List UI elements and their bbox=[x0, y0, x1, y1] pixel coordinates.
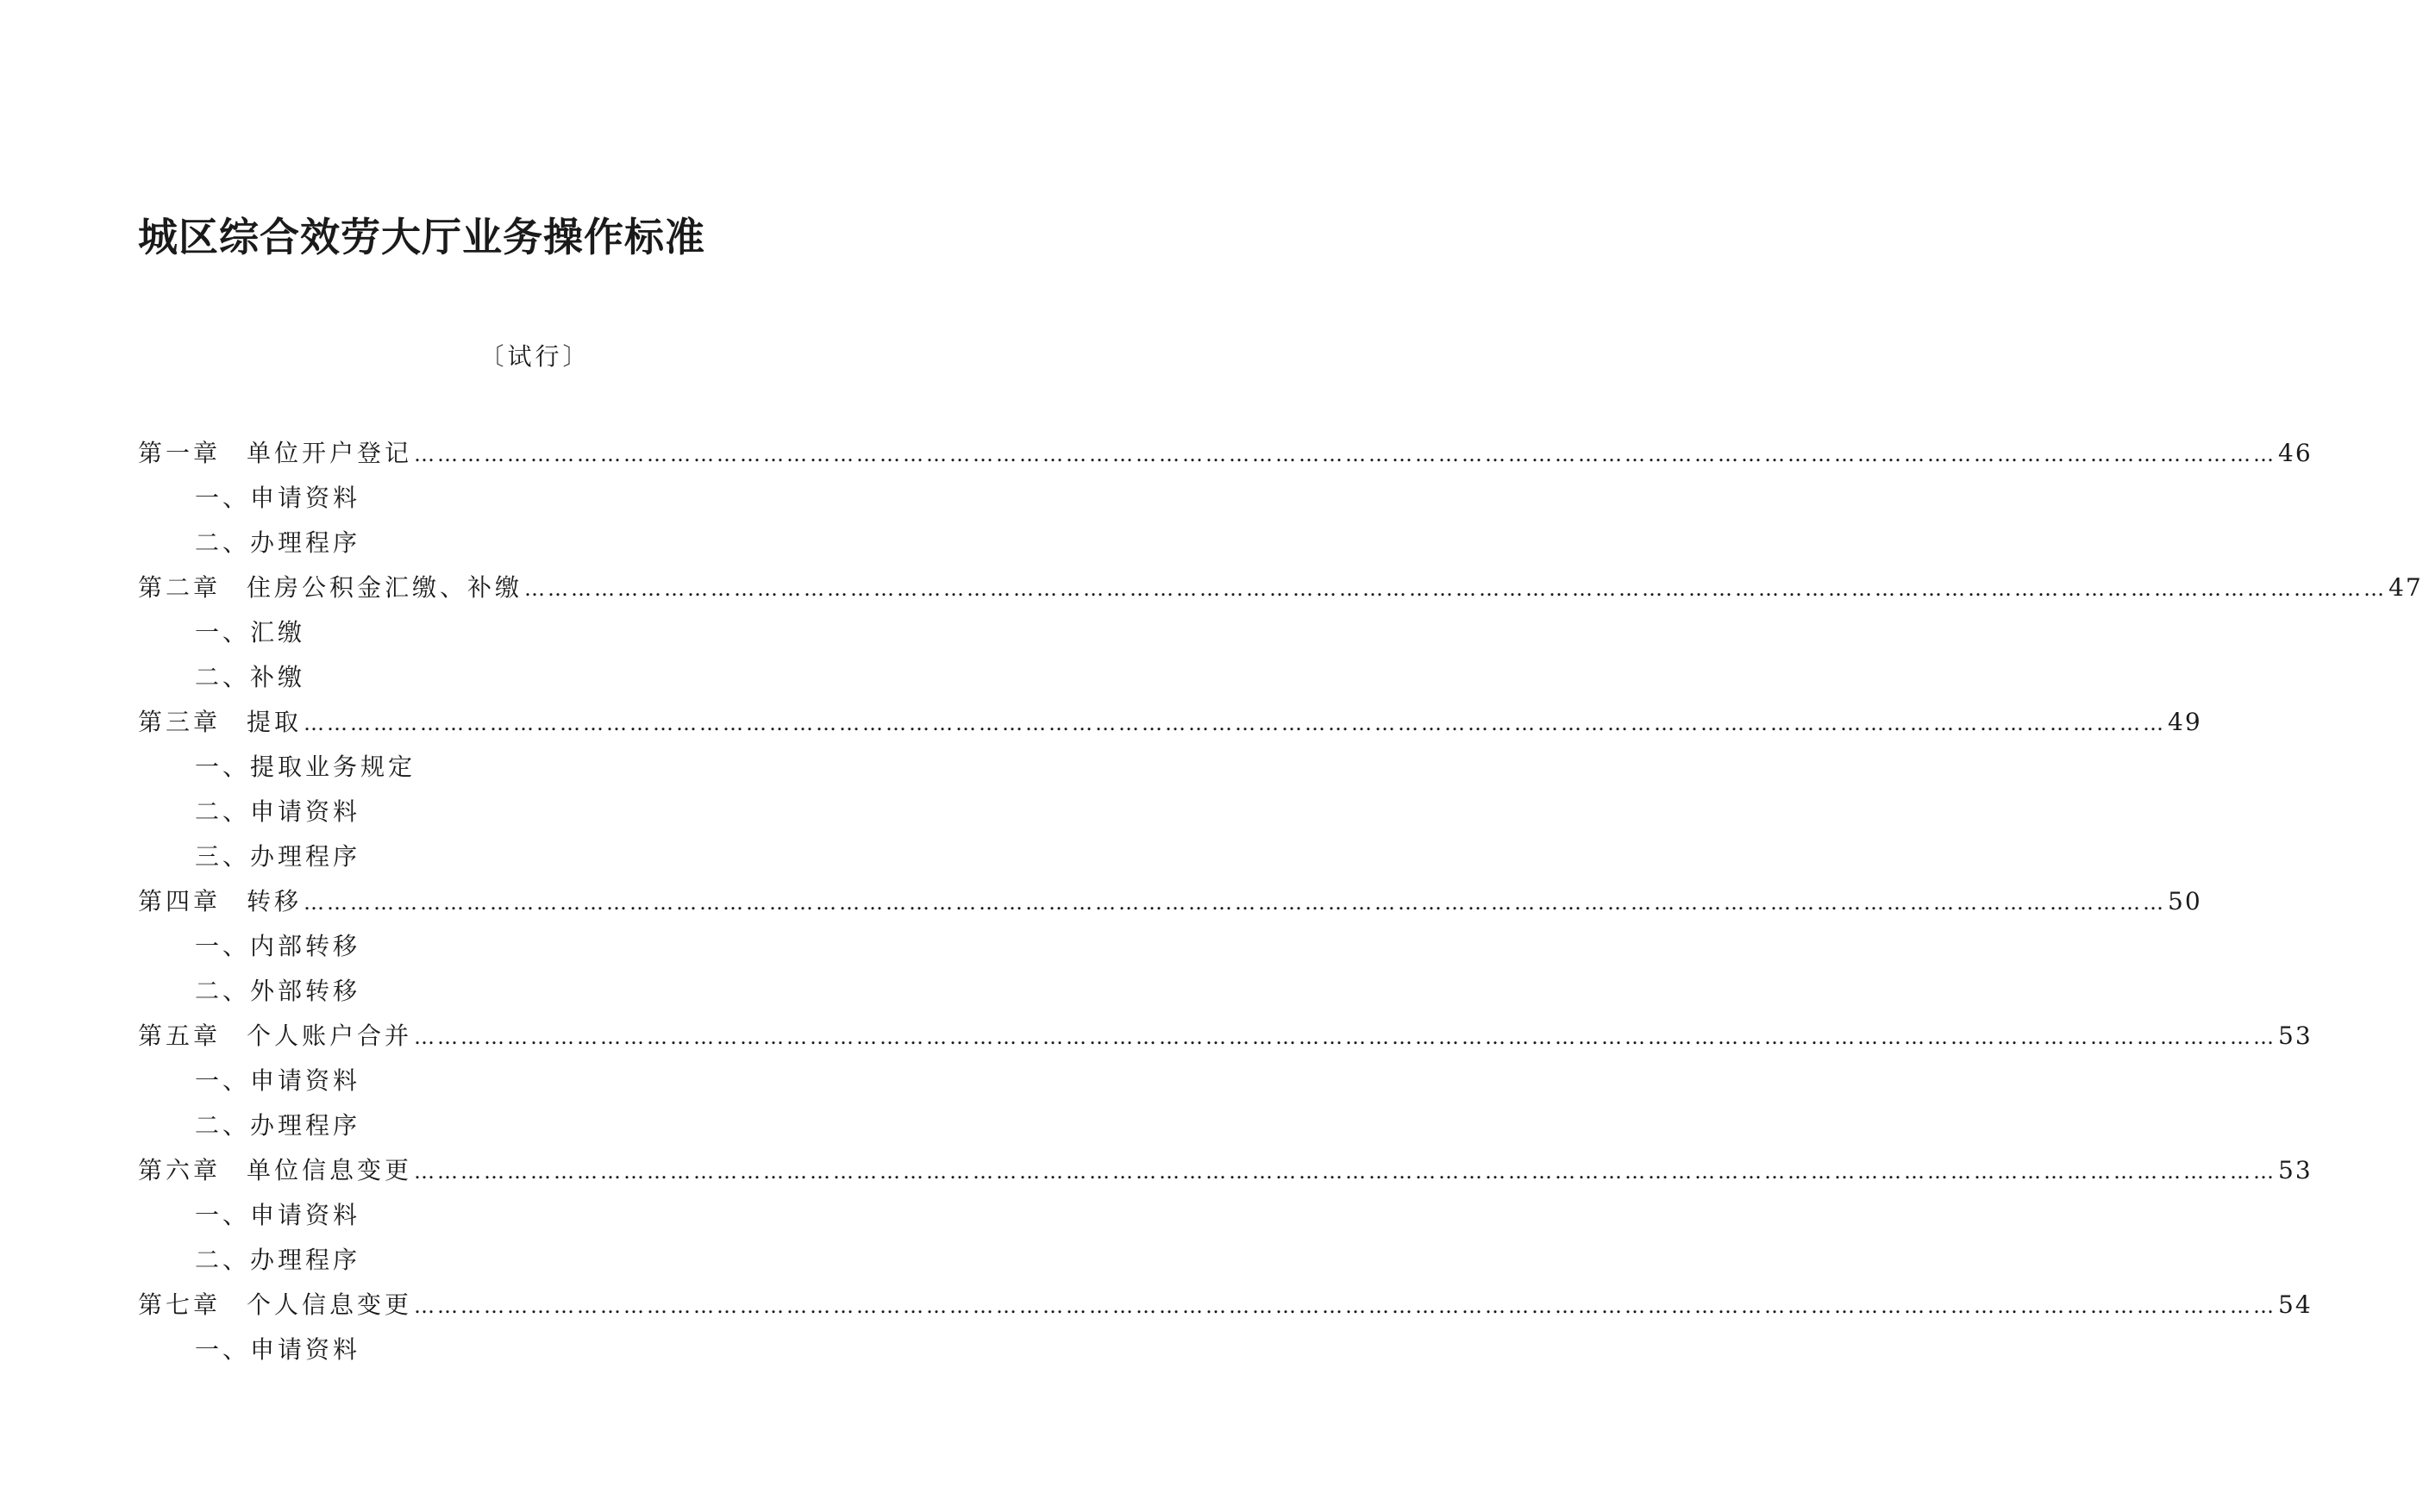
dot-leader: …………………………………………………………………………………………………………………………………………………………………………………………………………………… bbox=[414, 1025, 2277, 1049]
dot-leader: …………………………………………………………………………………………………………………………………………………………………………………………………………………… bbox=[414, 1294, 2277, 1318]
section-title: 二、办理程序 bbox=[195, 528, 361, 557]
chapter-title: 转移 bbox=[247, 887, 303, 915]
chapter-page-number: 54 bbox=[2278, 1290, 2313, 1319]
toc-chapter-entry bbox=[138, 1014, 2313, 1059]
section-title: 一、汇缴 bbox=[195, 618, 306, 647]
chapter-page-number: 53 bbox=[2278, 1156, 2313, 1184]
toc-section-entry bbox=[138, 834, 923, 879]
section-title: 二、办理程序 bbox=[195, 1111, 361, 1140]
chapter-page-number: 49 bbox=[2168, 708, 2202, 736]
chapter-title: 单位信息变更 bbox=[247, 1156, 413, 1184]
toc-section-entry bbox=[138, 790, 923, 834]
dot-leader: …………………………………………………………………………………………………………………………………………………………………………………………………………………… bbox=[414, 1159, 2277, 1184]
dot-leader: …………………………………………………………………………………………………………………………………………………………………………………………………………………… bbox=[304, 711, 2167, 735]
toc-chapter-entry bbox=[138, 565, 2423, 610]
toc-section-entry bbox=[138, 655, 923, 700]
section-title: 一、申请资料 bbox=[195, 1335, 361, 1364]
toc-section-entry bbox=[138, 610, 923, 655]
toc-section-entry bbox=[138, 1328, 923, 1372]
toc-section-entry bbox=[138, 924, 923, 969]
chapter-page-number: 50 bbox=[2168, 887, 2202, 915]
chapter-page-number: 53 bbox=[2278, 1022, 2313, 1050]
chapter-label: 第三章 bbox=[138, 708, 222, 736]
toc-section-entry bbox=[138, 476, 923, 521]
toc-section-entry bbox=[138, 1238, 923, 1283]
chapter-label: 第七章 bbox=[138, 1290, 222, 1319]
chapter-label: 第六章 bbox=[138, 1156, 222, 1184]
toc-chapter-entry bbox=[138, 1148, 2313, 1193]
document-title: 城区综合效劳大厅业务操作标准 bbox=[138, 214, 705, 260]
toc-section-entry bbox=[138, 745, 923, 790]
dot-leader: …………………………………………………………………………………………………………………………………………………………………………………………………………………… bbox=[414, 442, 2277, 466]
section-title: 一、提取业务规定 bbox=[195, 753, 416, 781]
toc-section-entry bbox=[138, 1193, 923, 1238]
section-title: 二、申请资料 bbox=[195, 797, 361, 826]
chapter-label: 第五章 bbox=[138, 1022, 222, 1050]
chapter-title: 单位开户登记 bbox=[247, 439, 413, 467]
chapter-label: 第二章 bbox=[138, 573, 222, 602]
toc-chapter-entry bbox=[138, 700, 2202, 745]
toc-chapter-entry bbox=[138, 1283, 2313, 1328]
section-title: 一、内部转移 bbox=[195, 932, 361, 960]
section-title: 二、办理程序 bbox=[195, 1246, 361, 1274]
chapter-label: 第四章 bbox=[138, 887, 222, 915]
dot-leader: …………………………………………………………………………………………………………………………………………………………………………………………………………………… bbox=[524, 577, 2388, 601]
toc-section-entry bbox=[138, 1059, 923, 1103]
chapter-page-number: 46 bbox=[2278, 439, 2313, 467]
document-subtitle: 〔试行〕 bbox=[479, 342, 591, 371]
table-of-contents bbox=[138, 431, 2423, 1372]
toc-chapter-entry bbox=[138, 431, 2313, 476]
toc-chapter-entry bbox=[138, 879, 2202, 924]
chapter-label: 第一章 bbox=[138, 439, 222, 467]
chapter-title: 住房公积金汇缴、补缴 bbox=[247, 573, 523, 602]
section-title: 三、办理程序 bbox=[195, 842, 361, 871]
dot-leader: …………………………………………………………………………………………………………………………………………………………………………………………………………………… bbox=[304, 890, 2167, 915]
toc-section-entry bbox=[138, 969, 923, 1014]
chapter-title: 个人账户合并 bbox=[247, 1022, 413, 1050]
section-title: 一、申请资料 bbox=[195, 1201, 361, 1229]
section-title: 一、申请资料 bbox=[195, 1066, 361, 1095]
toc-section-entry bbox=[138, 521, 923, 565]
chapter-page-number: 47 bbox=[2389, 573, 2423, 602]
section-title: 二、补缴 bbox=[195, 663, 306, 691]
toc-section-entry bbox=[138, 1103, 923, 1148]
section-title: 一、申请资料 bbox=[195, 484, 361, 512]
chapter-title: 个人信息变更 bbox=[247, 1290, 413, 1319]
section-title: 二、外部转移 bbox=[195, 977, 361, 1005]
chapter-title: 提取 bbox=[247, 708, 303, 736]
